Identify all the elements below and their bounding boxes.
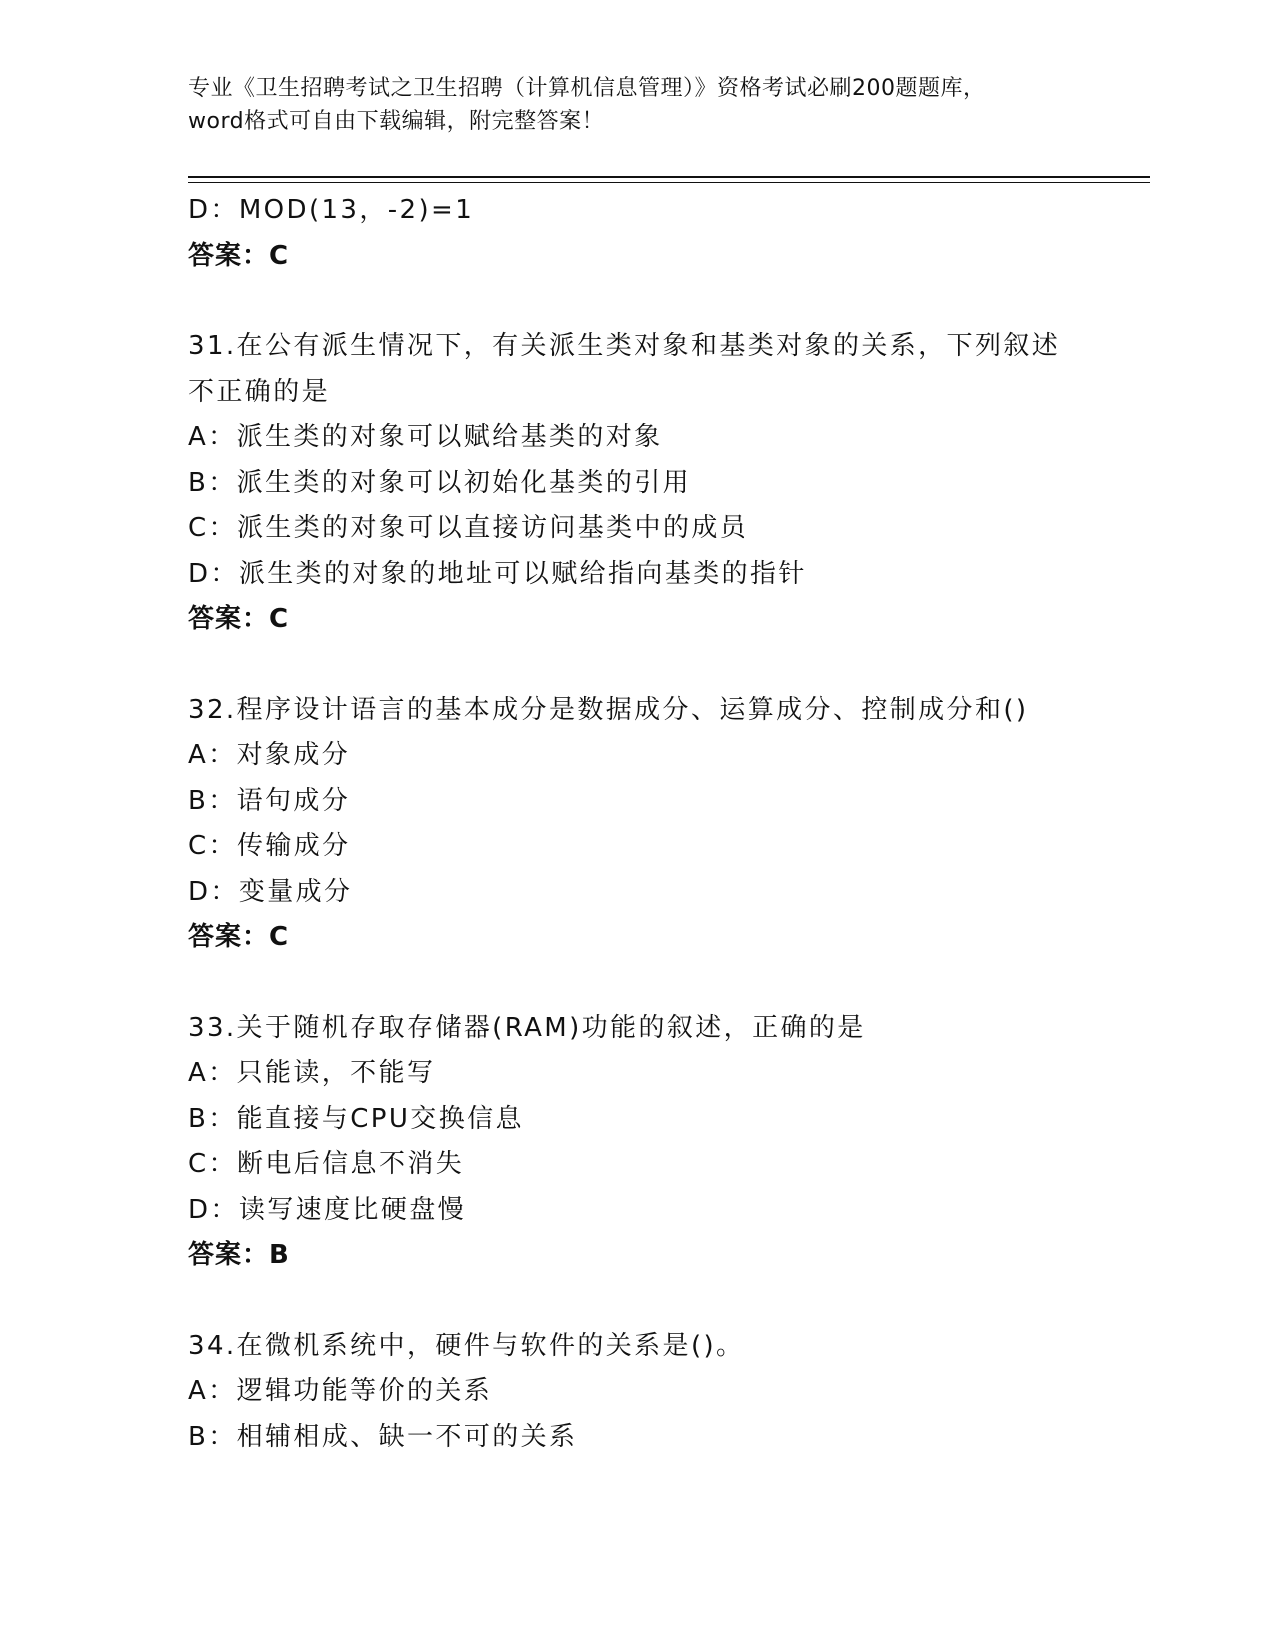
- document-header: [188, 72, 1108, 138]
- spacer: [188, 279, 1088, 324]
- question-34: [188, 1324, 1088, 1461]
- answer-line: 答案：B: [188, 1240, 290, 1270]
- header-divider-thick: [188, 176, 1150, 178]
- question-stem-continued: 不正确的是: [188, 376, 331, 407]
- option-b: B：语句成分: [188, 785, 351, 816]
- option-c: C：断电后信息不消失: [188, 1149, 465, 1179]
- question-31: [188, 324, 1088, 643]
- question-stem: 33.关于随机存取存储器(RAM)功能的叙述，正确的是: [188, 1012, 866, 1043]
- header-title-line-2: word格式可自由下载编辑，附完整答案！: [188, 109, 605, 134]
- question-stem: 32.程序设计语言的基本成分是数据成分、运算成分、控制成分和(): [188, 694, 1029, 725]
- option-a: A：派生类的对象可以赋给基类的对象: [188, 422, 663, 452]
- option-a: A：对象成分: [188, 740, 351, 770]
- option-b: B：派生类的对象可以初始化基类的引用: [188, 467, 692, 498]
- option-b: B：能直接与CPU交换信息: [188, 1103, 524, 1134]
- answer-line: 答案：C: [188, 604, 290, 634]
- question-stem: 34.在微机系统中，硬件与软件的关系是()。: [188, 1330, 745, 1361]
- header-title-line-1: 专业《卫生招聘考试之卫生招聘（计算机信息管理）》资格考试必刷200题题库，: [188, 76, 986, 101]
- spacer: [188, 643, 1088, 688]
- header-divider-thin: [188, 182, 1150, 183]
- option-c: C：传输成分: [188, 831, 351, 861]
- option-c: C：派生类的对象可以直接访问基类中的成员: [188, 513, 749, 543]
- question-stem: 31.在公有派生情况下，有关派生类对象和基类对象的关系，下列叙述: [188, 331, 1061, 361]
- answer-line: 答案：C: [188, 922, 290, 952]
- option-d: D：读写速度比硬盘慢: [188, 1194, 467, 1225]
- answer-line: 答案：C: [188, 240, 290, 271]
- spacer: [188, 961, 1088, 1006]
- carryover-question: [188, 188, 1088, 279]
- option-b: B：相辅相成、缺一不可的关系: [188, 1421, 578, 1452]
- question-32: [188, 688, 1088, 961]
- option-d: D：派生类的对象的地址可以赋给指向基类的指针: [188, 558, 807, 589]
- option-a: A：只能读，不能写: [188, 1058, 436, 1088]
- spacer: [188, 1279, 1088, 1324]
- option-d: D：MOD(13，-2)=1: [188, 195, 475, 225]
- question-list: [188, 188, 1088, 1460]
- question-33: [188, 1006, 1088, 1279]
- option-d: D：变量成分: [188, 876, 353, 907]
- option-a: A：逻辑功能等价的关系: [188, 1376, 493, 1406]
